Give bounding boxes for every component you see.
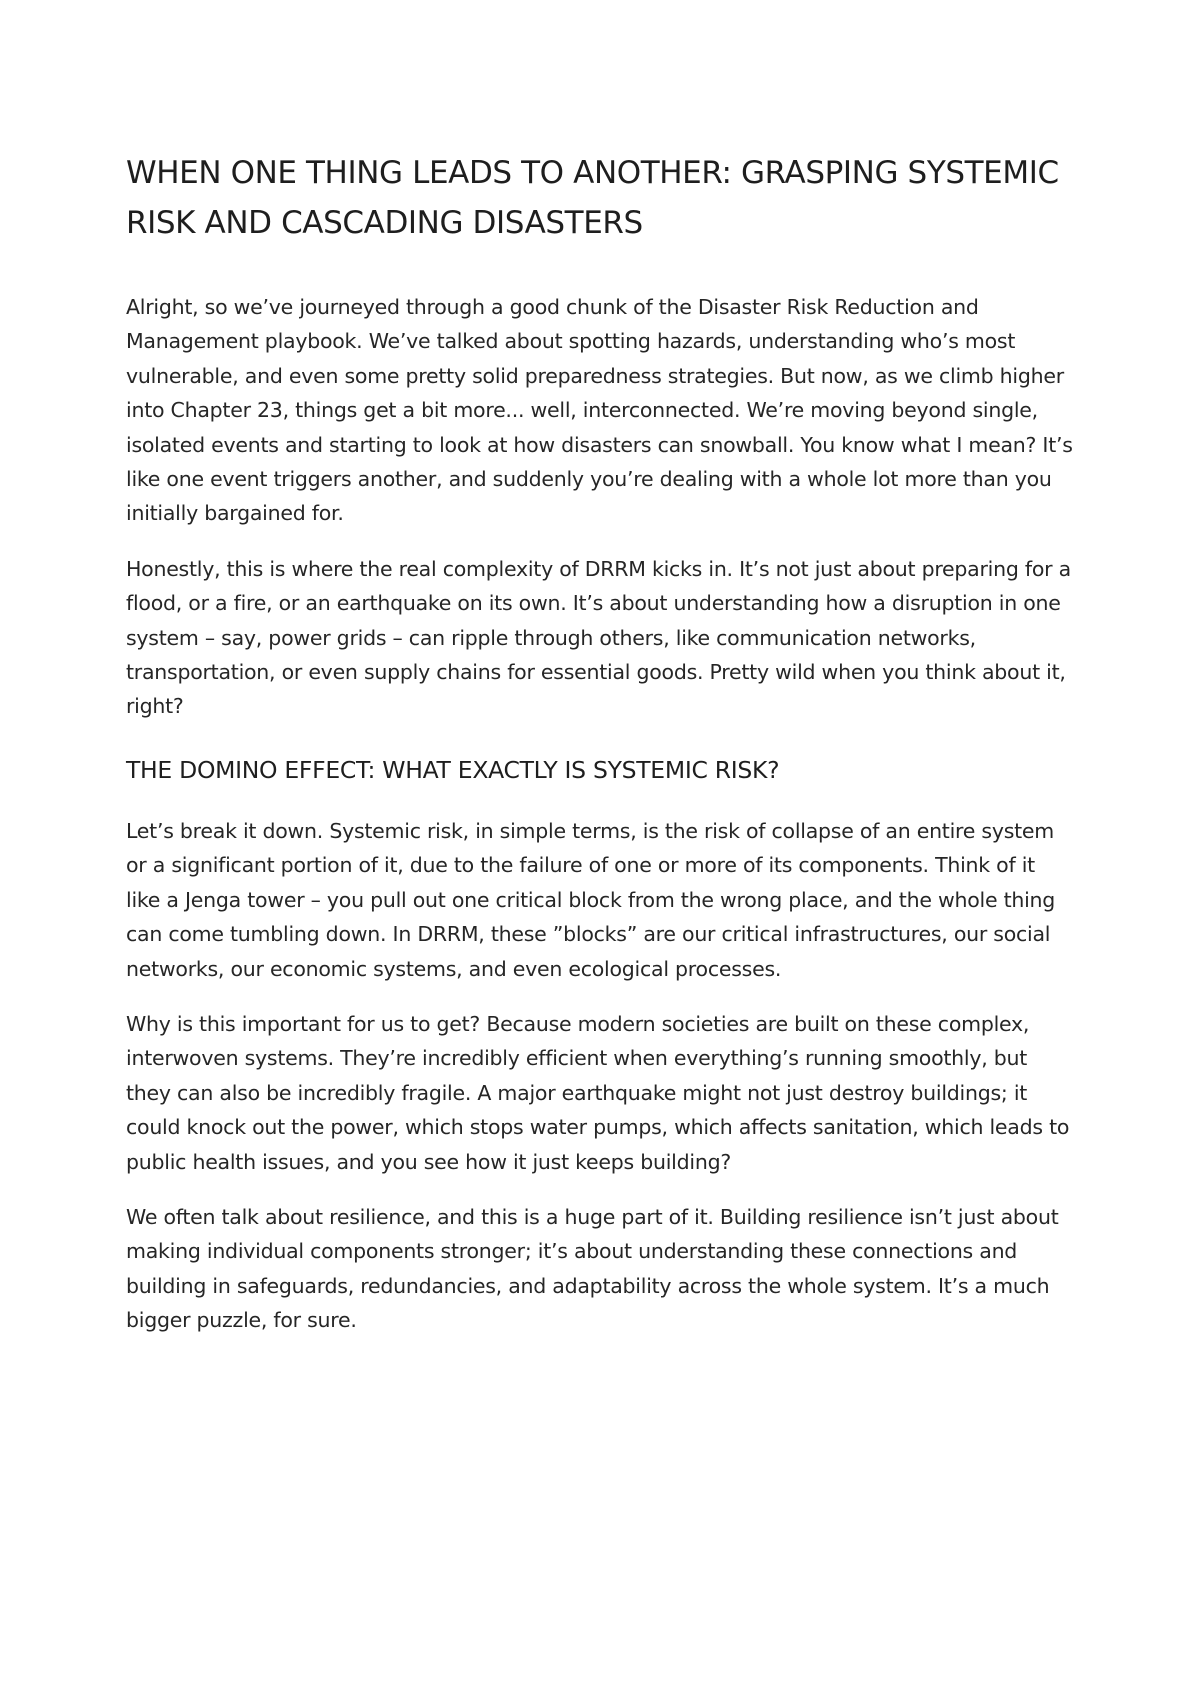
section-paragraph-2: Why is this important for us to get? Because modern societies are built on these complex, interwoven systems. They’re incredibly efficient when everything’s running smoothly, but they can also be incredibly fragile. A major earthquake might not just destroy buildings; it could knock out the power, which stops water pumps, which affects sanitation, which leads to public health issues, and you see how it just keeps building?: [126, 1011, 1070, 1174]
intro-paragraph-1: Alright, so we’ve journeyed through a good chunk of the Disaster Risk Reduction and Management playbook. We’ve talked about spotting hazards, understanding who’s most vulnerable, and even some pretty solid preparedness strategies. But now, as we climb higher into Chapter 23, things get a bit more... well, interconnected. We’re moving beyond single, isolated events and starting to look at how disasters can snowball. You know what I mean? It’s like one event triggers another, and suddenly you’re dealing with a whole lot more than you initially bargained for.: [126, 295, 1073, 526]
section-paragraph-3: We often talk about resilience, and this is a huge part of it. Building resilience isn’t just about making individual components stronger; it’s about understanding these connections and building in safeguards, redundancies, and adaptability across the whole system. It’s a much bigger puzzle, for sure.: [126, 1204, 1059, 1333]
page-title: WHEN ONE THING LEADS TO ANOTHER: GRASPING SYSTEMIC RISK AND CASCADING DISASTERS: [126, 155, 1059, 241]
section-paragraph-1: Let’s break it down. Systemic risk, in simple terms, is the risk of collapse of an entire system or a significant portion of it, due to the failure of one or more of its components. Think of it like a Jenga tower – you pull out one critical block from the wrong place, and the whole thing can come tumbling down. In DRRM, these ”blocks” are our critical infrastructures, our social networks, our economic systems, and even ecological processes.: [126, 818, 1056, 981]
section-heading: THE DOMINO EFFECT: WHAT EXACTLY IS SYSTEMIC RISK?: [126, 755, 780, 784]
intro-paragraph-2: Honestly, this is where the real complexity of DRRM kicks in. It’s not just about preparing for a flood, or a fire, or an earthquake on its own. It’s about understanding how a disruption in one system – say, power grids – can ripple through others, like communication networks, transportation, or even supply chains for essential goods. Pretty wild when you think about it, right?: [126, 556, 1071, 719]
